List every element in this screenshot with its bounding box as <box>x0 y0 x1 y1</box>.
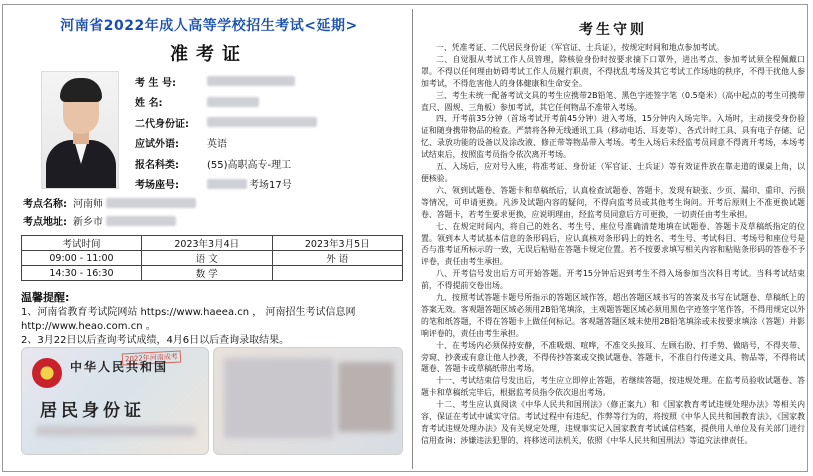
rules-list <box>421 42 805 447</box>
room-row <box>135 174 405 195</box>
rule-item: 一、凭准考证、二代居民身份证（军官证、士兵证），按规定时间和地点参加考试。 <box>436 43 725 52</box>
id-card-redacted <box>224 358 334 438</box>
site-address-value: 新乡市 <box>73 217 103 228</box>
schedule-header-row <box>22 236 403 251</box>
room-value: 考场17号 <box>249 180 292 192</box>
site-address-label: 考点地址: <box>23 217 67 228</box>
schedule-header-cell: 考试时间 <box>22 236 142 251</box>
notice-line: 2、3月22日以后查询考试成绩，4月6日以后查询录取结果。 <box>21 335 290 346</box>
language-value: 英语 <box>207 139 227 151</box>
rule-item: 五、入场后，应对号入座，将准考证、身份证（军官证、士兵证）等有效证件放在靠走道的课桌上角，以便核验。 <box>421 162 805 183</box>
name-row <box>135 92 405 113</box>
rule-item: 四、开考前35分钟（首场考试开考前45分钟）进入考场，15分钟内入场完毕。入场时，主动接受身份验证和随身携带物品的检查。严禁将各种无线通讯工具（移动电话、耳麦等）、各式计时工具、具有电子存储、记忆、录放功能的设备以及涂改液、修正带等物品带入考场。考生入场后未经监考员同意不得离开考场，本场考试结束后，按照监考员指令依次离开考场。 <box>421 114 805 160</box>
rule-item: 八、开考信号发出后方可开始答题。开考15分钟后迟到考生不得入场参加当次科目考试。当科考试结束前，不得提前交卷出场。 <box>421 269 805 291</box>
id-card-photo-redacted <box>338 362 394 432</box>
candidate-photo <box>41 71 119 189</box>
schedule-row <box>22 266 403 281</box>
id-card-redacted <box>36 426 196 436</box>
exam-number-redacted <box>207 76 295 86</box>
name-label: 姓 名: <box>135 98 163 110</box>
site-name-row <box>23 195 196 210</box>
exam-schedule-table <box>21 235 403 281</box>
rule-item: 十一、考试结束信号发出后，考生应立即停止答题，若继续答题，按违规处理。在监考员验收试题卷、答题卡和草稿纸完毕后，根据监考员指令依次退出考场。 <box>421 376 805 398</box>
major-label: 报名科类: <box>135 159 179 171</box>
rules-panel <box>412 9 805 469</box>
rule-item: 六、领到试题卷、答题卡和草稿纸后，认真检查试题卷、答题卡，发现有缺张、少页、漏印、重印、污损等情况，可申请更换。凡涉及试题内容的疑问，不得向监考员或其他考生询问。开考后原则上不准更换试题卷、答题卡，若考生要求更换，应说明理由，经监考员同意后方可更换，一切责任由考生承担。 <box>421 185 805 219</box>
candidate-info <box>135 71 405 194</box>
language-row <box>135 133 405 154</box>
rule-item: 三、考生未统一配备考试文具的考生应携带2B铅笔、黑色字迹签字笔（0.5毫米）（高中起点的考生可携带直尺、圆规、三角板）参加考试，其它任何物品不准带入考场。 <box>421 90 805 112</box>
name-redacted <box>207 97 259 107</box>
schedule-header-cell: 2023年3月4日 <box>142 236 273 251</box>
rule-item: 七、在规定时间内，将自己的姓名、考生号、座位号准确清楚地填在试题卷、答题卡及草稿纸指定的位置。领到本人考试基本信息的条形码后，应认真核对条形码上的姓名、考生号、考试科目、考场号和座位号是否与准考证所标示的一致，无误后粘贴在答题卡规定位置。若不按要求填写相关内容和粘贴条形码的答卷不予评卷，责任由考生承担。 <box>421 221 805 267</box>
room-redacted <box>207 179 247 189</box>
id-card-title: 中华人民共和国 <box>70 360 169 374</box>
rule-item: 十二、考生应认真阅读《中华人民共和国刑法》（修正案九）和《国家教育考试违规处理办法》等相关内容，保证在考试中诚实守信。考试过程中有违纪、作弊等行为的，将按照《中华人民共和国教育法》、《国家教育考试违规处理办法》及有关规定处理，违规事实记入国家教育考试诚信档案，提供用人单位及有关部门进行信用查询；涉嫌违法犯罪的，将移送司法机关，依照《中华人民共和国刑法》等追究法律责任。 <box>421 400 805 445</box>
schedule-cell: 09:00 - 11:00 <box>22 251 142 266</box>
major-row <box>135 153 405 174</box>
id-row <box>135 112 405 133</box>
language-label: 应试外语: <box>135 139 179 151</box>
site-address-row <box>23 213 176 228</box>
schedule-row <box>22 251 403 266</box>
ticket-left-panel <box>11 9 407 469</box>
schedule-cell: 外 语 <box>272 251 403 266</box>
exam-title: 河南省2022年成人高等学校招生考试<延期> <box>60 18 358 34</box>
site-name-label: 考点名称: <box>23 199 67 210</box>
major-value: (55)高职高专-理工 <box>207 159 292 171</box>
site-name-value: 河南师 <box>73 199 103 210</box>
room-label: 考场座号: <box>135 180 179 192</box>
card-title: 准考证 <box>170 44 248 65</box>
admission-ticket <box>2 4 808 472</box>
national-emblem-icon <box>32 358 62 388</box>
notice-block <box>21 291 407 348</box>
rule-item: 十、在考场内必须保持安静，不准吸烟、喧哗，不准交头接耳、左顾右盼、打手势、做暗号，不得夹带、旁窥、抄袭或有意让他人抄袭，不得传抄答案或交换试题卷、答题卡，不准自行传递文具、物品等，不得将试题卷、答题卡或草稿纸带出考场。 <box>421 340 805 374</box>
schedule-cell: 数 学 <box>142 266 273 281</box>
id-card-front <box>21 347 209 455</box>
site-address-redacted <box>106 216 176 226</box>
id-card-back <box>213 347 403 455</box>
exam-number-label: 考 生 号: <box>135 77 176 89</box>
notice-title: 温馨提醒: <box>21 291 70 304</box>
rule-item: 九、按照考试答题卡题号所指示的答题区域作答，超出答题区域书写的答案及书写在试题卷、草稿纸上的答案无效。客观题答题区域必须用2B铅笔填涂，主观题答题区域必须用黑色字迹签字笔作答，不得用规定以外的笔和纸答题，不得在答题卡上做任何标记。客观题答题区域未使用2B铅笔填涂或未按要求填涂（答题）并影响评卷的，责任由考生承担。 <box>421 293 805 338</box>
schedule-cell: 14:30 - 16:30 <box>22 266 142 281</box>
schedule-cell <box>272 266 403 281</box>
rules-title: 考生守则 <box>579 22 647 38</box>
schedule-header-cell: 2023年3月5日 <box>272 236 403 251</box>
schedule-cell: 语 文 <box>142 251 273 266</box>
id-card-name: 居民身份证 <box>40 401 145 421</box>
site-name-redacted <box>106 198 196 208</box>
id-redacted <box>207 117 317 127</box>
exam-number-row <box>135 71 405 92</box>
notice-line: 1、河南省教育考试院网站 https://www.haeea.cn ， 河南招生考试信息网 http://www.heao.com.cn 。 <box>21 307 356 332</box>
id-label: 二代身份证: <box>135 118 189 130</box>
rule-item: 二、自觉服从考试工作人员管理，除核验身份时按要求摘下口罩外，进出考点、参加考试须全程佩戴口罩。不得以任何理由妨碍考试工作人员履行职责，不得扰乱考场及其它考试工作场地的秩序，不得干扰他人参加考试，不得危害他人的身体健康和生命安全。 <box>421 54 805 88</box>
stamp: 2022年河南成考 <box>122 350 181 365</box>
